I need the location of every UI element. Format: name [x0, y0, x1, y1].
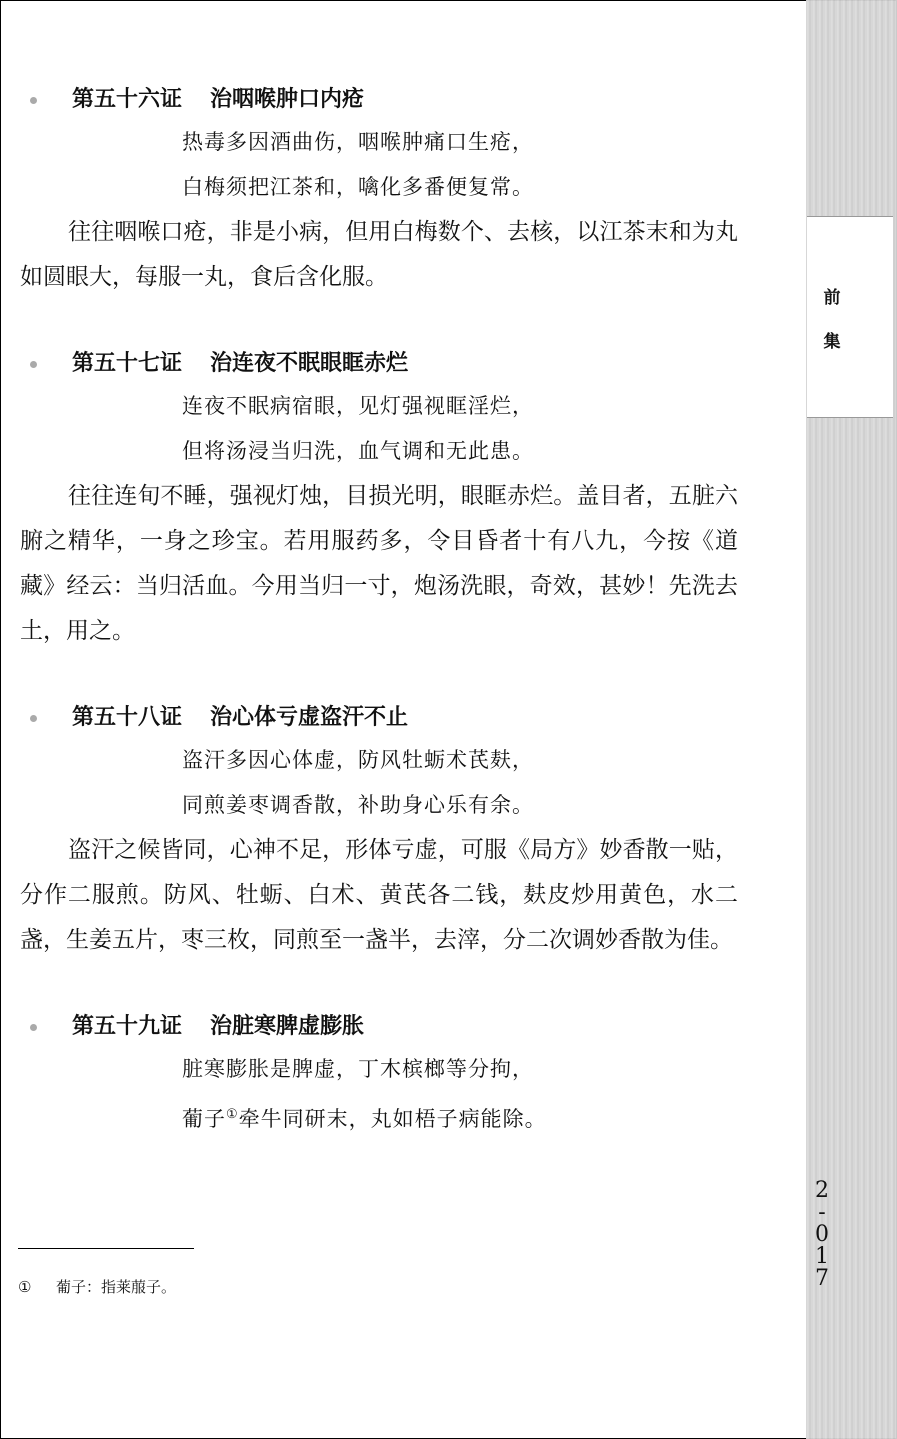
page-number-digit: 2 — [815, 1178, 829, 1203]
section-number: 第五十九证 — [72, 1014, 183, 1039]
verse-block — [20, 738, 740, 828]
section-subtitle: 治连夜不眠眼眶赤烂 — [210, 351, 409, 376]
page-number-digit: 1 — [815, 1244, 829, 1269]
bullet-dot — [30, 361, 37, 368]
prose-paragraph: 往往连旬不睡，强视灯烛，目损光明，眼眶赤烂。盖目者，五脏六腑之精华，一身之珍宝。若用服药多，令目昏者十有八九，今按《道藏》经云：当归活血。今用当归一寸，炮汤洗眼，奇效，甚妙！先洗去土，用之。 — [20, 483, 738, 644]
footnote-ref[interactable]: ① — [226, 1107, 239, 1122]
verse-block — [20, 384, 740, 474]
section-heading — [30, 350, 740, 378]
main-text — [20, 86, 740, 1192]
verse-line: 同煎姜枣调香散，补助身心乐有余。 — [182, 793, 534, 817]
volume-thumb-tab — [807, 216, 893, 418]
verse-text: 牵牛同研末，丸如梧子病能除。 — [238, 1107, 547, 1131]
section-number: 第五十八证 — [72, 705, 183, 730]
verse-line: 但将汤浸当归洗，血气调和无此患。 — [182, 439, 534, 463]
bullet-dot — [30, 1024, 37, 1031]
page-number-dash: - — [818, 1200, 826, 1225]
verse-line: 脏寒膨胀是脾虚，丁木槟榔等分拘， — [182, 1057, 534, 1081]
prose-paragraph: 盗汗之候皆同，心神不足，形体亏虚，可服《局方》妙香散一贴，分作二服煎。防风、牡蛎、白术、黄芪各二钱，麸皮炒用黄色，水二盏，生姜五片，枣三枚，同煎至一盏半，去滓，分二次调妙香散为佳。 — [20, 837, 738, 953]
verse-line: 热毒多因酒曲伤，咽喉肿痛口生疮， — [182, 130, 534, 154]
verse-line: 白梅须把江茶和，噙化多番便复常。 — [182, 175, 534, 199]
verse-line: 连夜不眠病宿眼，见灯强视眶淫烂， — [182, 394, 534, 418]
section-57 — [20, 350, 740, 654]
section-heading — [30, 1013, 740, 1041]
page-number-digit: 7 — [815, 1266, 829, 1291]
verse-text: 葡子 — [182, 1107, 226, 1131]
verse-block — [20, 1047, 740, 1142]
bullet-dot — [30, 715, 37, 722]
section-subtitle: 治脏寒脾虚膨胀 — [210, 1014, 365, 1039]
tab-char-ji: 集 — [823, 332, 841, 352]
page-number — [812, 1180, 832, 1290]
prose-paragraph: 往往咽喉口疮，非是小病，但用白梅数个、去核，以江茶末和为丸如圆眼大，每服一丸，食后含化服。 — [20, 219, 738, 290]
section-59 — [20, 1013, 740, 1142]
section-heading — [30, 704, 740, 732]
verse-line: 盗汗多因心体虚，防风牡蛎术芪麸， — [182, 748, 534, 772]
page-number-digit: 0 — [815, 1222, 829, 1247]
section-heading — [30, 86, 740, 114]
bullet-dot — [30, 97, 37, 104]
section-subtitle: 治咽喉肿口内疮 — [210, 87, 365, 112]
footnote-rule — [18, 1248, 194, 1249]
section-58 — [20, 704, 740, 963]
tab-char-qian: 前 — [823, 288, 841, 308]
footnote — [18, 1276, 176, 1297]
verse-line — [20, 1092, 740, 1142]
footnote-marker: ① — [18, 1278, 32, 1296]
verse-block — [20, 120, 740, 210]
section-number: 第五十六证 — [72, 87, 183, 112]
footnote-text: 葡子：指莱菔子。 — [56, 1278, 177, 1296]
section-56 — [20, 86, 740, 300]
section-subtitle: 治心体亏虚盗汗不止 — [210, 705, 409, 730]
section-number: 第五十七证 — [72, 351, 183, 376]
